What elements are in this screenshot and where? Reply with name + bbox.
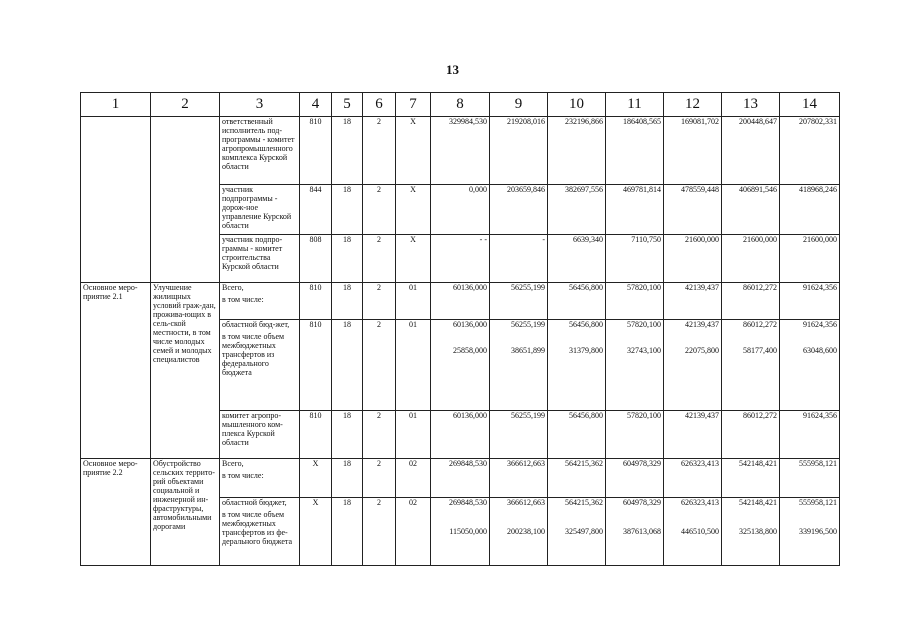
value: 91624,356 [803, 320, 837, 329]
table-cell: 42139,437 [664, 283, 722, 320]
table-cell: 21600,000 [664, 235, 722, 283]
participant-cell [220, 283, 300, 320]
participant-cell: ответственный исполнитель под-программы - комитет агропромышленного комплекса Курской области [220, 117, 300, 185]
table-cell: 810 [300, 320, 332, 411]
table-cell [490, 320, 548, 411]
value: 387613,068 [623, 527, 661, 536]
table-cell [606, 498, 664, 566]
table-cell: 203659,846 [490, 185, 548, 235]
table-cell [431, 320, 490, 411]
measure-description-cell: Улучшение жилищных условий граж-дан, прожива-ющих в сель-ской местности, в том числе молодых семей и молодых специалистов [151, 283, 220, 459]
table-cell: 18 [332, 283, 363, 320]
col-header: 12 [664, 93, 722, 117]
participant-cell [220, 459, 300, 498]
col-header: 13 [722, 93, 780, 117]
value: 22075,800 [685, 346, 719, 355]
table-cell: - - [431, 235, 490, 283]
table-cell: 2 [363, 117, 396, 185]
table-cell: 7110,750 [606, 235, 664, 283]
value: 42139,437 [685, 320, 719, 329]
table-cell: 2 [363, 235, 396, 283]
col-header: 3 [220, 93, 300, 117]
table-cell: 18 [332, 117, 363, 185]
value: 86012,272 [743, 320, 777, 329]
table-cell: 01 [396, 320, 431, 411]
col-header: 14 [780, 93, 840, 117]
value: 32743,100 [627, 346, 661, 355]
table-cell: 2 [363, 411, 396, 459]
table-cell: 207802,331 [780, 117, 840, 185]
table-cell: 232196,866 [548, 117, 606, 185]
table-cell: 200448,647 [722, 117, 780, 185]
table-cell: X [300, 459, 332, 498]
col-header: 5 [332, 93, 363, 117]
col-header: 2 [151, 93, 220, 117]
participant-cell [220, 498, 300, 566]
table-cell: 810 [300, 411, 332, 459]
value: 115050,000 [449, 527, 487, 536]
table-cell: 844 [300, 185, 332, 235]
value: 56456,800 [569, 320, 603, 329]
table-cell: 564215,362 [548, 459, 606, 498]
table-cell: 169081,702 [664, 117, 722, 185]
table-cell: 406891,546 [722, 185, 780, 235]
participant-cell: участник подпро-граммы - комитет строительства Курской области [220, 235, 300, 283]
measure-name-cell: Основное меро-приятие 2.1 [81, 283, 151, 459]
including-label: в том числе: [222, 471, 264, 480]
table-cell: 555958,121 [780, 459, 840, 498]
table-cell: - [490, 235, 548, 283]
table-cell [548, 498, 606, 566]
value: 555958,121 [799, 498, 837, 507]
regional-budget-label: областной бюд-жет, [222, 320, 290, 329]
table-cell [606, 320, 664, 411]
table-cell: 382697,556 [548, 185, 606, 235]
table-cell: 542148,421 [722, 459, 780, 498]
table-cell: 2 [363, 459, 396, 498]
table-cell: 91624,356 [780, 411, 840, 459]
table-cell: 810 [300, 117, 332, 185]
table-cell [431, 498, 490, 566]
table-cell: 626323,413 [664, 459, 722, 498]
table-row [81, 459, 840, 498]
federal-transfers-label: в том числе объем межбюджетных трансфертов из фе-дерального бюджета [222, 510, 293, 546]
table-cell: 810 [300, 283, 332, 320]
table-cell: 18 [332, 459, 363, 498]
table-row [81, 283, 840, 320]
table-cell [548, 320, 606, 411]
table-cell [780, 320, 840, 411]
table-cell: 2 [363, 320, 396, 411]
table-cell: 186408,565 [606, 117, 664, 185]
value: 325497,800 [565, 527, 603, 536]
value: 339196,500 [799, 527, 837, 536]
value: 269848,530 [449, 498, 487, 507]
table-cell: 01 [396, 411, 431, 459]
table-cell: 21600,000 [722, 235, 780, 283]
value: 60136,000 [453, 320, 487, 329]
table-cell [664, 498, 722, 566]
table-cell: 18 [332, 185, 363, 235]
table-cell: 418968,246 [780, 185, 840, 235]
empty-cell [81, 117, 151, 283]
table-cell: 56456,800 [548, 411, 606, 459]
value: 58177,400 [743, 346, 777, 355]
table-cell: 18 [332, 235, 363, 283]
table-cell: 269848,530 [431, 459, 490, 498]
table-cell: 60136,000 [431, 411, 490, 459]
table-cell: 18 [332, 411, 363, 459]
federal-transfers-label: в том числе объем межбюджетных трансфертов из федерального бюджета [222, 332, 285, 377]
col-header: 7 [396, 93, 431, 117]
table-cell: 2 [363, 185, 396, 235]
table-cell: 42139,437 [664, 411, 722, 459]
value: 446510,500 [681, 527, 719, 536]
table-cell: 366612,663 [490, 459, 548, 498]
col-header: 10 [548, 93, 606, 117]
measure-name-cell: Основное меро-приятие 2.2 [81, 459, 151, 566]
value: 626323,413 [681, 498, 719, 507]
table-cell: 60136,000 [431, 283, 490, 320]
col-header: 6 [363, 93, 396, 117]
table-cell: X [396, 235, 431, 283]
table-cell: 57820,100 [606, 411, 664, 459]
value: 63048,600 [803, 346, 837, 355]
table-cell: 2 [363, 283, 396, 320]
table-cell: 02 [396, 498, 431, 566]
table-cell: 604978,329 [606, 459, 664, 498]
value: 200238,100 [507, 527, 545, 536]
table-cell: 219208,016 [490, 117, 548, 185]
value: 31379,800 [569, 346, 603, 355]
page-number: 13 [446, 62, 459, 77]
value: 325138,800 [739, 527, 777, 536]
table-row [81, 117, 840, 185]
measure-description-cell: Обустройство сельских террито-рий объектами социальной и инженерной ин-фраструктуры, автомобильными дорогами [151, 459, 220, 566]
including-label: в том числе: [222, 295, 264, 304]
participant-cell [220, 320, 300, 411]
table-cell [722, 498, 780, 566]
value: 542148,421 [739, 498, 777, 507]
table-cell: 2 [363, 498, 396, 566]
value: 56255,199 [511, 320, 545, 329]
table-cell [490, 498, 548, 566]
table-cell: 86012,272 [722, 283, 780, 320]
value: 564215,362 [565, 498, 603, 507]
regional-budget-label: областной бюджет, [222, 498, 287, 507]
table-cell: 469781,814 [606, 185, 664, 235]
col-header: 1 [81, 93, 151, 117]
value: 366612,663 [507, 498, 545, 507]
table-cell: 808 [300, 235, 332, 283]
col-header: 11 [606, 93, 664, 117]
table-cell: 56456,800 [548, 283, 606, 320]
col-header: 9 [490, 93, 548, 117]
header-row [81, 93, 840, 117]
value: 25858,000 [453, 346, 487, 355]
table-cell: 56255,199 [490, 411, 548, 459]
budget-table [80, 92, 840, 566]
table-cell: 01 [396, 283, 431, 320]
table-cell [722, 320, 780, 411]
participant-cell: комитет агропро-мышленного ком-плекса Курской области [220, 411, 300, 459]
table-cell: 56255,199 [490, 283, 548, 320]
table-cell: 6639,340 [548, 235, 606, 283]
empty-cell [151, 117, 220, 283]
value: 57820,100 [627, 320, 661, 329]
table-cell: X [396, 185, 431, 235]
table-cell: 57820,100 [606, 283, 664, 320]
table-cell: 329984,530 [431, 117, 490, 185]
table-cell: 91624,356 [780, 283, 840, 320]
table-cell: 02 [396, 459, 431, 498]
table-cell: 478559,448 [664, 185, 722, 235]
table-cell: 21600,000 [780, 235, 840, 283]
table-cell [664, 320, 722, 411]
table-cell: X [396, 117, 431, 185]
value: 604978,329 [623, 498, 661, 507]
total-label: Всего, [222, 459, 244, 468]
col-header: 8 [431, 93, 490, 117]
participant-cell: участник подпрограммы - дорож-ное управление Курской области [220, 185, 300, 235]
table-cell: 0,000 [431, 185, 490, 235]
value: 38651,899 [511, 346, 545, 355]
table-cell [780, 498, 840, 566]
table-cell: 18 [332, 320, 363, 411]
table-cell: X [300, 498, 332, 566]
table-cell: 86012,272 [722, 411, 780, 459]
total-label: Всего, [222, 283, 244, 292]
col-header: 4 [300, 93, 332, 117]
table-cell: 18 [332, 498, 363, 566]
